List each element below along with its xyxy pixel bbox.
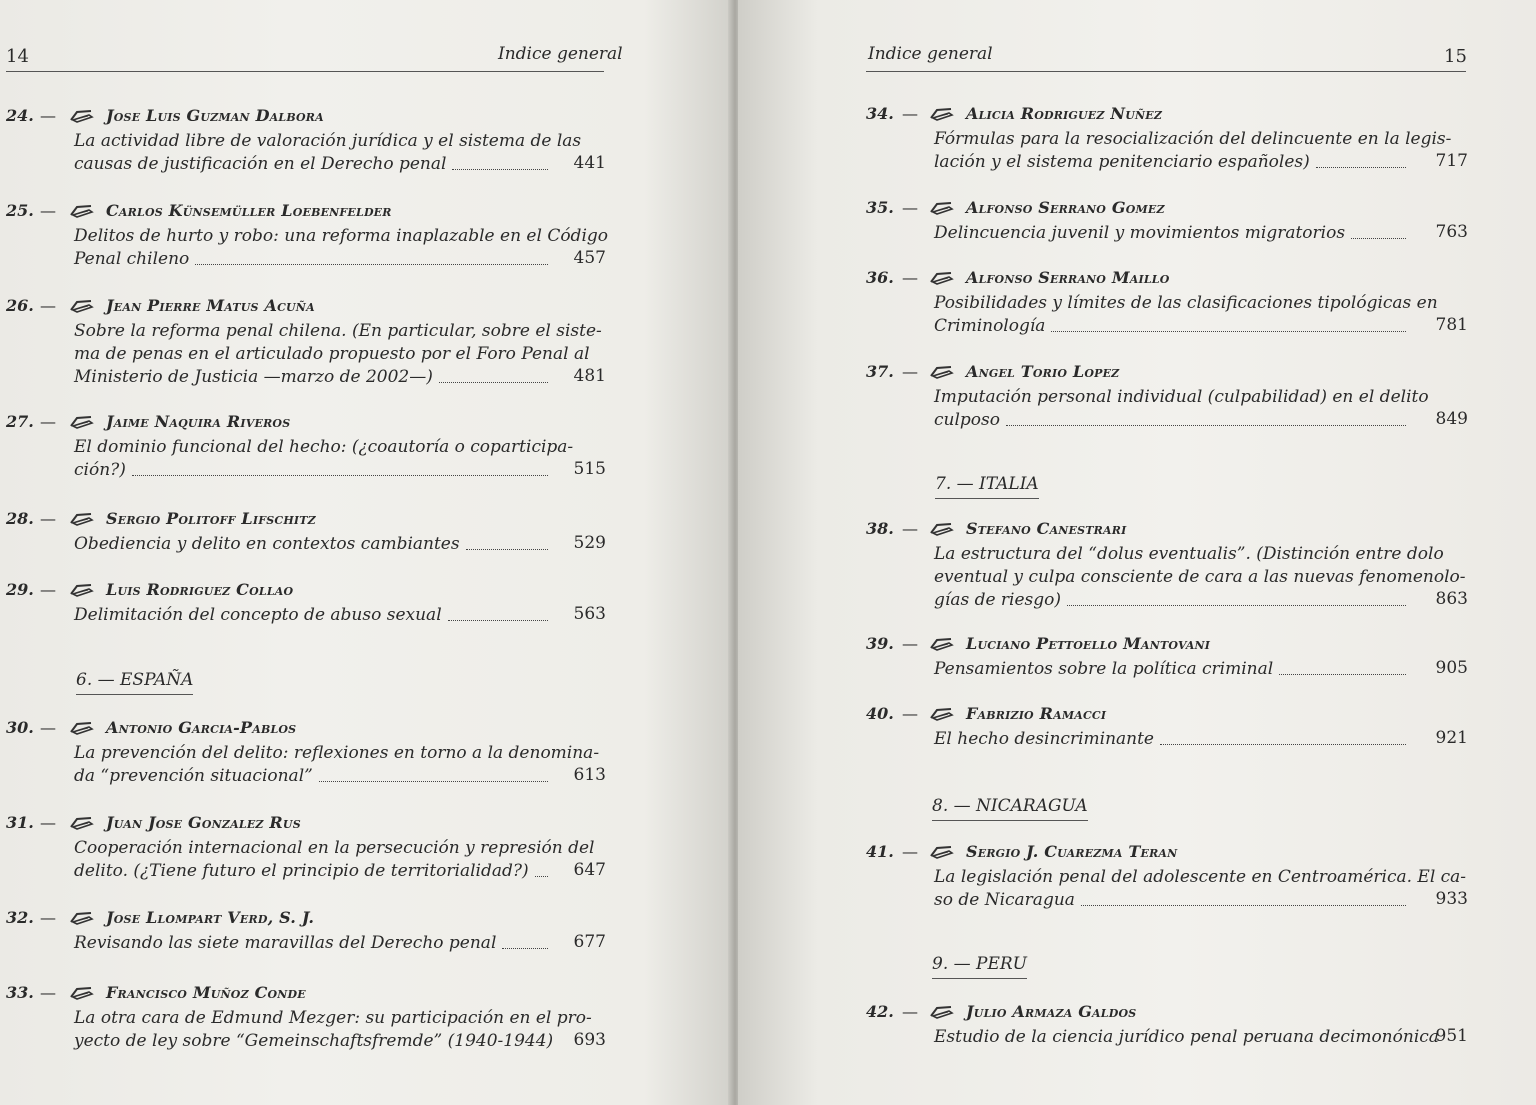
title-text: Penal chileno [74, 249, 190, 269]
entry-page-number: 763 [1435, 222, 1468, 242]
title-line [74, 765, 552, 788]
title-line [74, 604, 552, 627]
entry-dash: — [902, 519, 918, 538]
title-text: Fórmulas para la resocialización del delincuente en la legis- [934, 129, 1452, 149]
entry-author: Alfonso Serrano Gomez [966, 198, 1165, 217]
entry-author: Juan Jose Gonzalez Rus [106, 813, 301, 832]
entry-page-number: 781 [1435, 315, 1468, 335]
entry-number: 27. [6, 412, 34, 431]
title-line [934, 566, 1466, 589]
title-text: La actividad libre de valoración jurídica y el sistema de las [74, 131, 582, 151]
entry-page-number: 515 [573, 459, 606, 479]
entry-title [74, 436, 574, 482]
entry-dash: — [40, 201, 56, 220]
entry-number: 33. [6, 983, 34, 1002]
section-heading: 9. — PERU [932, 954, 1027, 979]
entry-number: 41. [866, 842, 894, 861]
entry-author: Jean Pierre Matus Acuña [106, 296, 315, 315]
dot-leader [1316, 167, 1406, 168]
page-number: 14 [6, 46, 29, 67]
entry-page-number: 905 [1435, 658, 1468, 678]
title-line [74, 130, 582, 153]
dot-leader [1351, 238, 1406, 239]
title-text: Delitos de hurto y robo: una reforma inaplazable en el Código [74, 226, 608, 246]
dot-leader [466, 549, 548, 550]
entry-dash: — [40, 813, 56, 832]
entry-dash: — [902, 198, 918, 217]
entry-page-number: 933 [1435, 889, 1468, 909]
title-line [74, 436, 574, 459]
entry-page-number: 863 [1435, 589, 1468, 609]
entry-number: 37. [866, 362, 894, 381]
right-page [738, 0, 1536, 1105]
entry-number: 25. [6, 201, 34, 220]
pen-writing-icon [928, 269, 954, 285]
title-line [934, 543, 1444, 566]
title-line [74, 225, 608, 248]
pen-writing-icon [68, 413, 94, 429]
title-line [74, 742, 600, 765]
title-line [74, 366, 552, 389]
title-text: La legislación penal del adolescente en Centroamérica. El ca- [934, 867, 1467, 887]
title-text: ción?) [74, 460, 126, 480]
entry-author: Alfonso Serrano Maillo [966, 268, 1170, 287]
running-header: Indice general [868, 44, 993, 64]
title-text: Posibilidades y límites de las clasificaciones tipológicas en [934, 293, 1438, 313]
title-line [74, 932, 552, 955]
title-line [934, 151, 1410, 174]
title-line [74, 837, 595, 860]
pen-writing-icon [928, 520, 954, 536]
pen-writing-icon [68, 984, 94, 1000]
entry-title [934, 222, 1410, 245]
title-line [74, 533, 552, 556]
pen-writing-icon [68, 297, 94, 313]
entry-number: 28. [6, 509, 34, 528]
left-page [0, 0, 732, 1105]
dot-leader [132, 475, 548, 476]
section-heading: 8. — NICARAGUA [932, 796, 1088, 821]
entry-number: 34. [866, 104, 894, 123]
dot-leader [1051, 331, 1406, 332]
title-text: causas de justificación en el Derecho penal [74, 154, 447, 174]
pen-writing-icon [928, 1003, 954, 1019]
pen-writing-icon [928, 363, 954, 379]
entry-page-number: 693 [573, 1030, 606, 1050]
title-text: delito. (¿Tiene futuro el principio de territorialidad?) [74, 861, 529, 881]
title-line [934, 889, 1410, 912]
entry-page-number: 921 [1435, 728, 1468, 748]
entry-title [74, 604, 552, 627]
pen-writing-icon [68, 719, 94, 735]
entry-author: Francisco Muñoz Conde [106, 983, 306, 1002]
title-line [74, 153, 552, 176]
entry-author: Jose Llompart Verd, S. J. [106, 908, 315, 927]
pen-writing-icon [928, 705, 954, 721]
entry-number: 26. [6, 296, 34, 315]
entry-dash: — [902, 704, 918, 723]
entry-page-number: 613 [573, 765, 606, 785]
entry-number: 40. [866, 704, 894, 723]
pen-writing-icon [68, 510, 94, 526]
entry-title [74, 932, 552, 955]
entry-page-number: 563 [573, 604, 606, 624]
title-text: ma de penas en el articulado propuesto por el Foro Penal al [74, 344, 590, 364]
header-rule [6, 71, 604, 72]
entry-author: Angel Torio Lopez [966, 362, 1120, 381]
pen-writing-icon [68, 107, 94, 123]
entry-number: 42. [866, 1002, 894, 1021]
title-text: Revisando las siete maravillas del Derecho penal [74, 933, 497, 953]
title-line [934, 409, 1410, 432]
entry-title [934, 658, 1410, 681]
section-heading: 6. — ESPAÑA [76, 670, 193, 695]
header-rule [866, 71, 1466, 72]
entry-dash: — [40, 296, 56, 315]
title-text: El dominio funcional del hecho: (¿coautoría o coparticipa- [74, 437, 574, 457]
entry-page-number: 529 [573, 533, 606, 553]
entry-author: Jose Luis Guzman Dalbora [106, 106, 324, 125]
entry-title [934, 728, 1410, 751]
title-line [74, 248, 552, 271]
entry-number: 38. [866, 519, 894, 538]
dot-leader [1279, 674, 1406, 675]
entry-dash: — [40, 509, 56, 528]
entry-page-number: 481 [573, 366, 606, 386]
entry-author: Carlos Künsemüller Loebenfelder [106, 201, 392, 220]
entry-number: 30. [6, 718, 34, 737]
pen-writing-icon [68, 202, 94, 218]
pen-writing-icon [928, 635, 954, 651]
title-line [934, 222, 1410, 245]
entry-author: Sergio J. Cuarezma Teran [966, 842, 1178, 861]
title-text: Obediencia y delito en contextos cambiantes [74, 534, 460, 554]
entry-dash: — [40, 718, 56, 737]
pen-writing-icon [68, 581, 94, 597]
title-text: Cooperación internacional en la persecución y represión del [74, 838, 595, 858]
entry-page-number: 441 [573, 153, 606, 173]
entry-number: 35. [866, 198, 894, 217]
entry-author: Fabrizio Ramacci [966, 704, 1107, 723]
title-text: culposo [934, 410, 1000, 430]
entry-dash: — [902, 268, 918, 287]
pen-writing-icon [928, 199, 954, 215]
title-line [934, 866, 1467, 889]
dot-leader [195, 264, 548, 265]
entry-page-number: 849 [1435, 409, 1468, 429]
entry-page-number: 457 [573, 248, 606, 268]
running-header: Indice general [498, 44, 623, 64]
entry-number: 36. [866, 268, 894, 287]
title-line [934, 589, 1410, 612]
entry-author: Jaime Naquira Riveros [106, 412, 291, 431]
entry-author: Julio Armaza Galdos [966, 1002, 1137, 1021]
title-text: Estudio de la ciencia jurídico penal peruana decimonónica [934, 1027, 1439, 1047]
title-text: gías de riesgo) [934, 590, 1062, 610]
entry-number: 31. [6, 813, 34, 832]
page-number: 15 [1444, 46, 1467, 67]
title-line [934, 1026, 1439, 1049]
title-text: Ministerio de Justicia —marzo de 2002—) [74, 367, 433, 387]
dot-leader [1006, 425, 1406, 426]
entry-title [74, 130, 582, 176]
entry-page-number: 647 [573, 860, 606, 880]
title-text: Delincuencia juvenil y movimientos migratorios [934, 223, 1346, 243]
section-heading: 7. — ITALIA [935, 474, 1039, 499]
entry-dash: — [40, 908, 56, 927]
dot-leader [319, 781, 548, 782]
dot-leader [535, 876, 548, 877]
title-text: La prevención del delito: reflexiones en torno a la denomina- [74, 743, 600, 763]
entry-dash: — [902, 634, 918, 653]
entry-author: Antonio Garcia-Pablos [106, 718, 297, 737]
title-text: so de Nicaragua [934, 890, 1075, 910]
title-line [934, 658, 1410, 681]
entry-author: Stefano Canestrari [966, 519, 1127, 538]
entry-title [934, 292, 1438, 338]
entry-author: Luis Rodriguez Collao [106, 580, 294, 599]
entry-dash: — [40, 106, 56, 125]
entry-author: Sergio Politoff Lifschitz [106, 509, 316, 528]
pen-writing-icon [68, 814, 94, 830]
dot-leader [452, 169, 548, 170]
pen-writing-icon [928, 843, 954, 859]
title-text: Delimitación del concepto de abuso sexual [74, 605, 442, 625]
pen-writing-icon [68, 909, 94, 925]
entry-title [74, 533, 552, 556]
title-line [74, 1030, 552, 1053]
title-line [74, 459, 552, 482]
title-text: lación y el sistema penitenciario españoles) [934, 152, 1310, 172]
title-line [74, 320, 602, 343]
title-text: eventual y culpa consciente de cara a las nuevas fenomenolo- [934, 567, 1466, 587]
entry-dash: — [902, 842, 918, 861]
title-line [74, 1007, 592, 1030]
entry-dash: — [902, 1002, 918, 1021]
entry-title [934, 386, 1429, 432]
entry-dash: — [902, 362, 918, 381]
title-text: Sobre la reforma penal chilena. (En particular, sobre el siste- [74, 321, 602, 341]
title-line [934, 315, 1410, 338]
dot-leader [448, 620, 548, 621]
entry-number: 29. [6, 580, 34, 599]
title-text: El hecho desincriminante [934, 729, 1154, 749]
entry-dash: — [902, 104, 918, 123]
dot-leader [439, 382, 548, 383]
entry-number: 32. [6, 908, 34, 927]
entry-dash: — [40, 580, 56, 599]
entry-title [934, 1026, 1439, 1049]
title-text: Imputación personal individual (culpabilidad) en el delito [934, 387, 1429, 407]
entry-number: 24. [6, 106, 34, 125]
entry-author: Luciano Pettoello Mantovani [966, 634, 1211, 653]
pen-writing-icon [928, 105, 954, 121]
title-text: La estructura del “dolus eventualis”. (Distinción entre dolo [934, 544, 1444, 564]
title-line [934, 292, 1438, 315]
title-line [74, 343, 590, 366]
entry-author: Alicia Rodriguez Nuñez [966, 104, 1163, 123]
entry-page-number: 677 [573, 932, 606, 952]
entry-page-number: 717 [1435, 151, 1468, 171]
entry-page-number: 951 [1435, 1026, 1468, 1046]
dot-leader [1081, 905, 1406, 906]
title-line [934, 128, 1452, 151]
title-line [74, 860, 552, 883]
dot-leader [502, 948, 548, 949]
title-text: Pensamientos sobre la política criminal [934, 659, 1274, 679]
entry-dash: — [40, 983, 56, 1002]
entry-number: 39. [866, 634, 894, 653]
title-text: yecto de ley sobre “Gemeinschaftsfremde” (1940-1944) [74, 1031, 554, 1051]
dot-leader [1160, 744, 1406, 745]
title-line [934, 728, 1410, 751]
title-text: La otra cara de Edmund Mezger: su participación en el pro- [74, 1008, 592, 1028]
title-text: da “prevención situacional” [74, 766, 313, 786]
dot-leader [1067, 605, 1406, 606]
entry-dash: — [40, 412, 56, 431]
title-text: Criminología [934, 316, 1046, 336]
title-line [934, 386, 1429, 409]
